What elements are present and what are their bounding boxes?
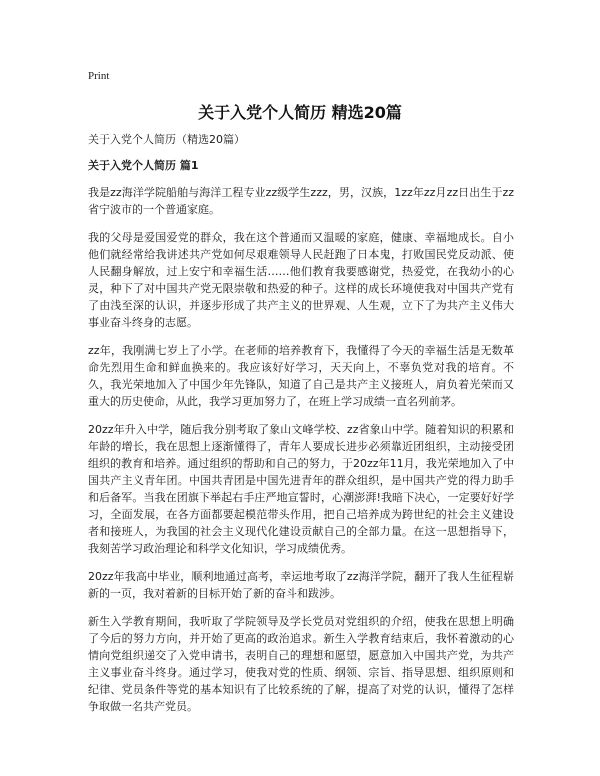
document-subtitle: 关于入党个人简历（精选20篇） — [88, 133, 245, 146]
document-title: 关于入党个人简历 精选20篇 — [198, 103, 402, 122]
section-heading: 关于入党个人简历 篇1 — [88, 159, 199, 172]
paragraph-5: 20zz年我高中毕业，顺利地通过高考，幸运地考取了zz海洋学院，翻开了我人生征程崭新的一页，我对着新的目标开始了新的奋斗和跋涉。 — [88, 570, 514, 600]
paragraph-3: zz年，我刚满七岁上了小学。在老师的培养教育下，我懂得了今天的幸福生活是无数革命先烈用生命和鲜血换来的。我应该好好学习，天天向上，不辜负党对我的培育。不久，我光荣地加入了中国少年先锋队，知道了自己是共产主义接班人，肩负着光荣而又重大的历史使命，从此，我学习更加努力了，在班上学习成绩一直名列前茅。 — [88, 344, 514, 408]
paragraph-1: 我是zz海洋学院船舶与海洋工程专业zz级学生zzz，男，汉族，1zz年zz月zz日出生于zz省宁波市的一个普通家庭。 — [88, 186, 514, 216]
print-link[interactable]: Print — [88, 70, 110, 82]
document-body — [88, 132, 514, 726]
paragraph-4: 20zz年升入中学，随后我分别考取了象山文峰学校、zz省象山中学。随着知识的积累和年龄的增长，我在思想上逐渐懂得了，青年人要成长进步必须靠近团组织，主动接受团组织的教育和培养。通过组织的帮助和自己的努力，于20zz年11月，我光荣地加入了中国共产主义青年团。中国共青团是中国先进青年的群众组织，是中国共产党的得力助手和后备军。当我在团旗下举起右手庄严地宣誓时，心潮澎湃!我暗下决心，一定要好好学习，全面发展，在各方面都要起模范带头作用，把自己培养成为跨世纪的社会主义建设者和接班人，为我国的社会主义现代化建设贡献自己的全部力量。在这一思想指导下，我刻苦学习政治理论和科学文化知识，学习成绩优秀。 — [88, 423, 514, 555]
paragraph-2: 我的父母是爱国爱党的群众，我在这个普通而又温暖的家庭，健康、幸福地成长。自小他们就经常给我讲述共产党如何尽艰难领导人民赶跑了日本鬼，打败国民党反动派、使人民翻身解放，过上安宁和幸福生活……他们教育我要感谢党，热爱党，在我幼小的心灵，种下了对中国共产党无限崇敬和热爱的种子。这样的成长环境使我对中国共产党有了由浅至深的认识，并逐步形成了共产主义的世界观、人生观，立下了为共产主义伟大事业奋斗终身的志愿。 — [88, 231, 514, 329]
paragraph-6: 新生入学教育期间，我听取了学院领导及学长党员对党组织的介绍，使我在思想上明确了今后的努力方向，并开始了更高的政治追求。新生入学教育结束后，我怀着激动的心情向党组织递交了入党申请书，表明自己的理想和愿望，愿意加入中国共产党，为共产主义事业奋斗终身。通过学习，使我对党的性质、纲领、宗旨、指导思想、组织原则和纪律、党员条件等党的基本知识有了比较系统的了解，提高了对党的认识，懂得了怎样争取做一名共产党员。 — [88, 615, 514, 713]
